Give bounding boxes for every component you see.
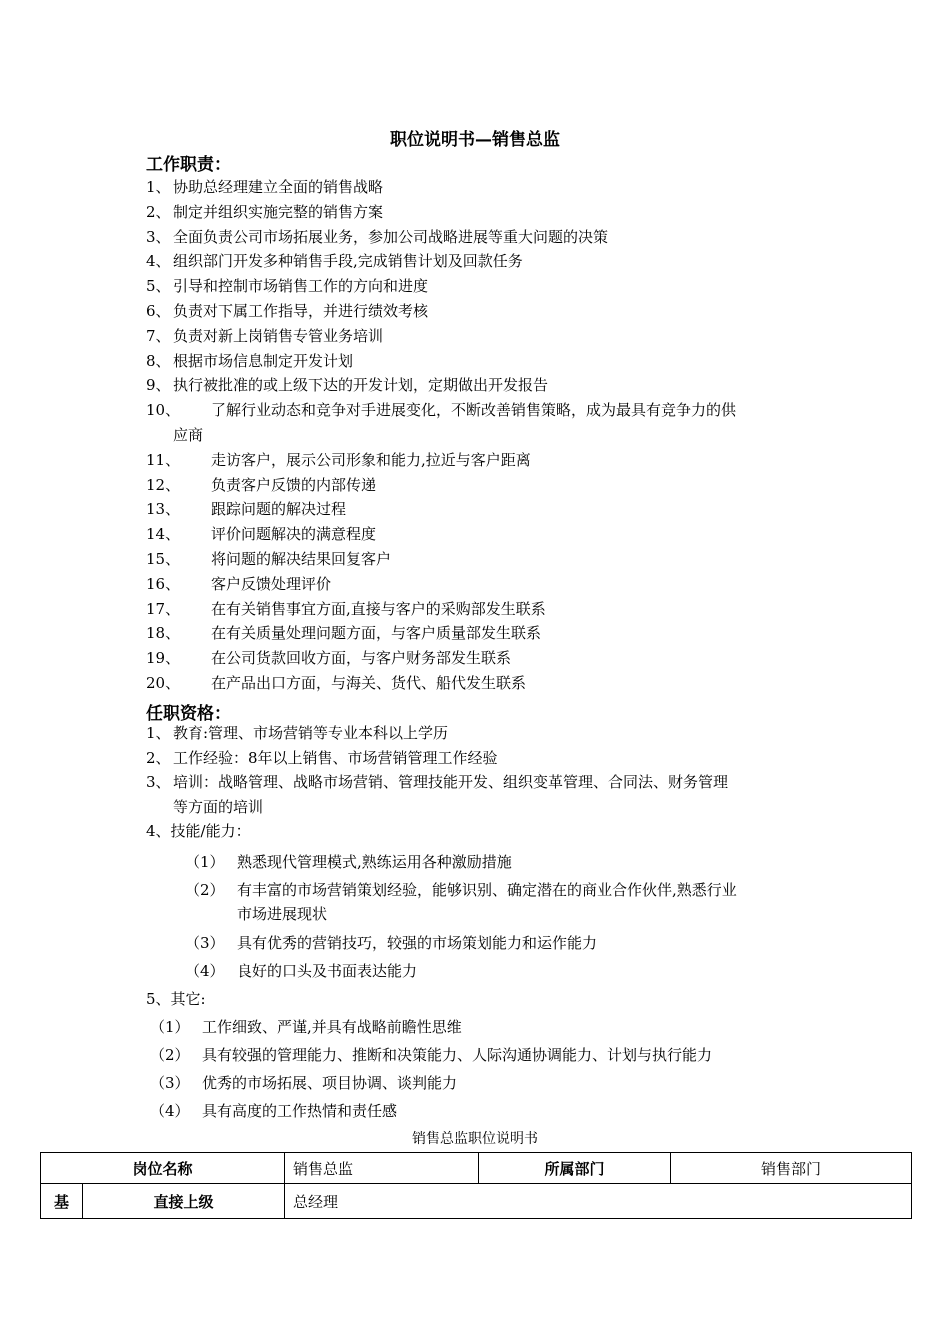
duty-item bbox=[146, 249, 826, 274]
duty-item bbox=[146, 274, 826, 299]
duty-number: 2、 bbox=[146, 202, 171, 221]
skill-text: 具有优秀的营销技巧，较强的市场策划能力和运作能力 bbox=[237, 934, 598, 952]
duty-text: 在公司货款回收方面，与客户财务部发生联系 bbox=[211, 649, 512, 668]
duty-text: 根据市场信息制定开发计划 bbox=[173, 351, 354, 370]
duty-text: 制定并组织实施完整的销售方案 bbox=[173, 202, 384, 221]
duty-number: 8、 bbox=[146, 351, 171, 370]
skill-number: （3） bbox=[185, 934, 225, 952]
skill-number: （4） bbox=[185, 962, 225, 980]
duty-number: 20、 bbox=[146, 673, 181, 692]
table-caption: 销售总监职位说明书 bbox=[412, 1131, 538, 1147]
duty-number: 12、 bbox=[146, 475, 181, 494]
duty-text: 将问题的解决结果回复客户 bbox=[211, 549, 392, 568]
skill-text-continued: 市场进展现状 bbox=[237, 905, 328, 923]
duty-text: 引导和控制市场销售工作的方向和进度 bbox=[173, 277, 429, 296]
duty-item bbox=[146, 547, 826, 572]
qualification-number: 1、 bbox=[146, 724, 171, 742]
skills-label: 4、技能/能力： bbox=[146, 822, 251, 840]
department-value: 销售部门 bbox=[671, 1153, 912, 1184]
other-number: （2） bbox=[150, 1046, 190, 1064]
duty-number: 6、 bbox=[146, 301, 171, 320]
job-info-table bbox=[40, 1152, 912, 1219]
duty-item bbox=[146, 473, 826, 498]
duty-number: 15、 bbox=[146, 549, 181, 568]
duty-text: 走访客户，展示公司形象和能力,拉近与客户距离 bbox=[211, 450, 531, 469]
qualification-education bbox=[146, 721, 836, 746]
other-label: 5、其它: bbox=[146, 990, 206, 1008]
other-number: （1） bbox=[150, 1018, 190, 1036]
duty-number: 4、 bbox=[146, 252, 171, 271]
skill-item bbox=[185, 932, 597, 953]
other-number: （3） bbox=[150, 1074, 190, 1092]
duty-text: 评价问题解决的满意程度 bbox=[211, 525, 377, 544]
other-text: 具有高度的工作热情和责任感 bbox=[202, 1102, 398, 1120]
position-name-label: 岗位名称 bbox=[41, 1153, 285, 1184]
other-item bbox=[150, 1016, 462, 1037]
duty-item bbox=[146, 522, 826, 547]
duty-number: 14、 bbox=[146, 525, 181, 544]
qualification-number: 3、 bbox=[146, 773, 171, 791]
duty-item bbox=[146, 597, 826, 622]
duty-text: 执行被批准的或上级下达的开发计划，定期做出开发报告 bbox=[173, 376, 549, 395]
duty-text: 跟踪问题的解决过程 bbox=[211, 500, 347, 519]
duties-list bbox=[146, 175, 826, 696]
duty-number: 10、 bbox=[146, 401, 181, 420]
qualification-number: 2、 bbox=[146, 748, 171, 767]
skill-text: 良好的口头及书面表达能力 bbox=[237, 962, 418, 980]
duty-item bbox=[146, 373, 826, 398]
qualification-text: 工作经验：8年以上销售、市场营销管理工作经验 bbox=[173, 748, 498, 767]
duty-number: 1、 bbox=[146, 178, 171, 196]
duty-number: 3、 bbox=[146, 227, 171, 246]
duty-number: 19、 bbox=[146, 649, 181, 668]
skill-number: （2） bbox=[185, 881, 225, 899]
duty-item bbox=[146, 671, 826, 696]
qualification-text: 教育:管理、市场营销等专业本科以上学历 bbox=[173, 724, 449, 742]
other-item bbox=[150, 1100, 397, 1121]
duty-item bbox=[146, 398, 826, 448]
duty-item bbox=[146, 646, 826, 671]
duty-text: 在有关销售事宜方面,直接与客户的采购部发生联系 bbox=[211, 599, 546, 618]
duty-item bbox=[146, 572, 826, 597]
duty-text: 负责对下属工作指导，并进行绩效考核 bbox=[173, 301, 429, 320]
duty-number: 18、 bbox=[146, 624, 181, 643]
duty-item bbox=[146, 349, 826, 374]
duty-item bbox=[146, 448, 826, 473]
skill-number: （1） bbox=[185, 853, 225, 871]
duty-text: 负责客户反馈的内部传递 bbox=[211, 475, 377, 494]
duty-number: 5、 bbox=[146, 277, 171, 296]
qualifications-heading: 任职资格： bbox=[146, 704, 231, 724]
duties-heading: 工作职责： bbox=[146, 155, 231, 175]
skill-item bbox=[185, 879, 737, 900]
other-item bbox=[150, 1072, 457, 1093]
duty-text: 负责对新上岗销售专管业务培训 bbox=[173, 326, 384, 345]
duty-number: 11、 bbox=[146, 450, 181, 469]
duty-text: 客户反馈处理评价 bbox=[211, 574, 332, 593]
other-text: 优秀的市场拓展、项目协调、谈判能力 bbox=[202, 1074, 458, 1092]
duty-text: 了解行业动态和竞争对手进展变化，不断改善销售策略，成为最具有竞争力的供 bbox=[211, 401, 737, 420]
duty-item bbox=[146, 175, 826, 200]
duty-item bbox=[146, 621, 826, 646]
duty-number: 7、 bbox=[146, 326, 171, 345]
skill-item bbox=[185, 960, 417, 981]
duty-text-continued: 应商 bbox=[173, 425, 204, 444]
duty-item bbox=[146, 324, 826, 349]
basic-info-side-label: 基 bbox=[41, 1184, 83, 1219]
duty-number: 17、 bbox=[146, 599, 181, 618]
qualification-training bbox=[146, 770, 836, 819]
document-title: 职位说明书—销售总监 bbox=[390, 130, 560, 150]
qualification-text-continued: 等方面的培训 bbox=[173, 797, 264, 816]
duty-item bbox=[146, 200, 826, 225]
other-text: 具有较强的管理能力、推断和决策能力、人际沟通协调能力、计划与执行能力 bbox=[202, 1046, 713, 1064]
duty-text: 组织部门开发多种销售手段,完成销售计划及回款任务 bbox=[173, 252, 523, 271]
position-name-value: 销售总监 bbox=[285, 1153, 479, 1184]
other-number: （4） bbox=[150, 1102, 190, 1120]
duty-number: 9、 bbox=[146, 376, 171, 395]
qualification-text: 培训：战略管理、战略市场营销、管理技能开发、组织变革管理、合同法、财务管理 bbox=[173, 773, 729, 791]
duty-text: 全面负责公司市场拓展业务，参加公司战略进展等重大问题的决策 bbox=[173, 227, 609, 246]
other-text: 工作细致、严谨,并具有战略前瞻性思维 bbox=[202, 1018, 462, 1036]
duty-number: 16、 bbox=[146, 574, 181, 593]
direct-superior-value: 总经理 bbox=[285, 1184, 912, 1219]
department-label: 所属部门 bbox=[479, 1153, 671, 1184]
duty-item bbox=[146, 497, 826, 522]
skill-text: 有丰富的市场营销策划经验，能够识别、确定潜在的商业合作伙伴,熟悉行业 bbox=[237, 881, 737, 899]
skill-item bbox=[185, 851, 512, 872]
duty-text: 协助总经理建立全面的销售战略 bbox=[173, 178, 384, 196]
duty-number: 13、 bbox=[146, 500, 181, 519]
duty-text: 在有关质量处理问题方面，与客户质量部发生联系 bbox=[211, 624, 542, 643]
other-item bbox=[150, 1044, 712, 1065]
qualification-experience bbox=[146, 746, 836, 771]
duty-item bbox=[146, 299, 826, 324]
direct-superior-label: 直接上级 bbox=[83, 1184, 285, 1219]
table-row bbox=[41, 1153, 912, 1184]
table-row bbox=[41, 1184, 912, 1219]
duty-item bbox=[146, 225, 826, 250]
duty-text: 在产品出口方面，与海关、货代、船代发生联系 bbox=[211, 673, 527, 692]
qualifications-list bbox=[146, 721, 836, 844]
skill-text: 熟悉现代管理模式,熟练运用各种激励措施 bbox=[237, 853, 512, 871]
